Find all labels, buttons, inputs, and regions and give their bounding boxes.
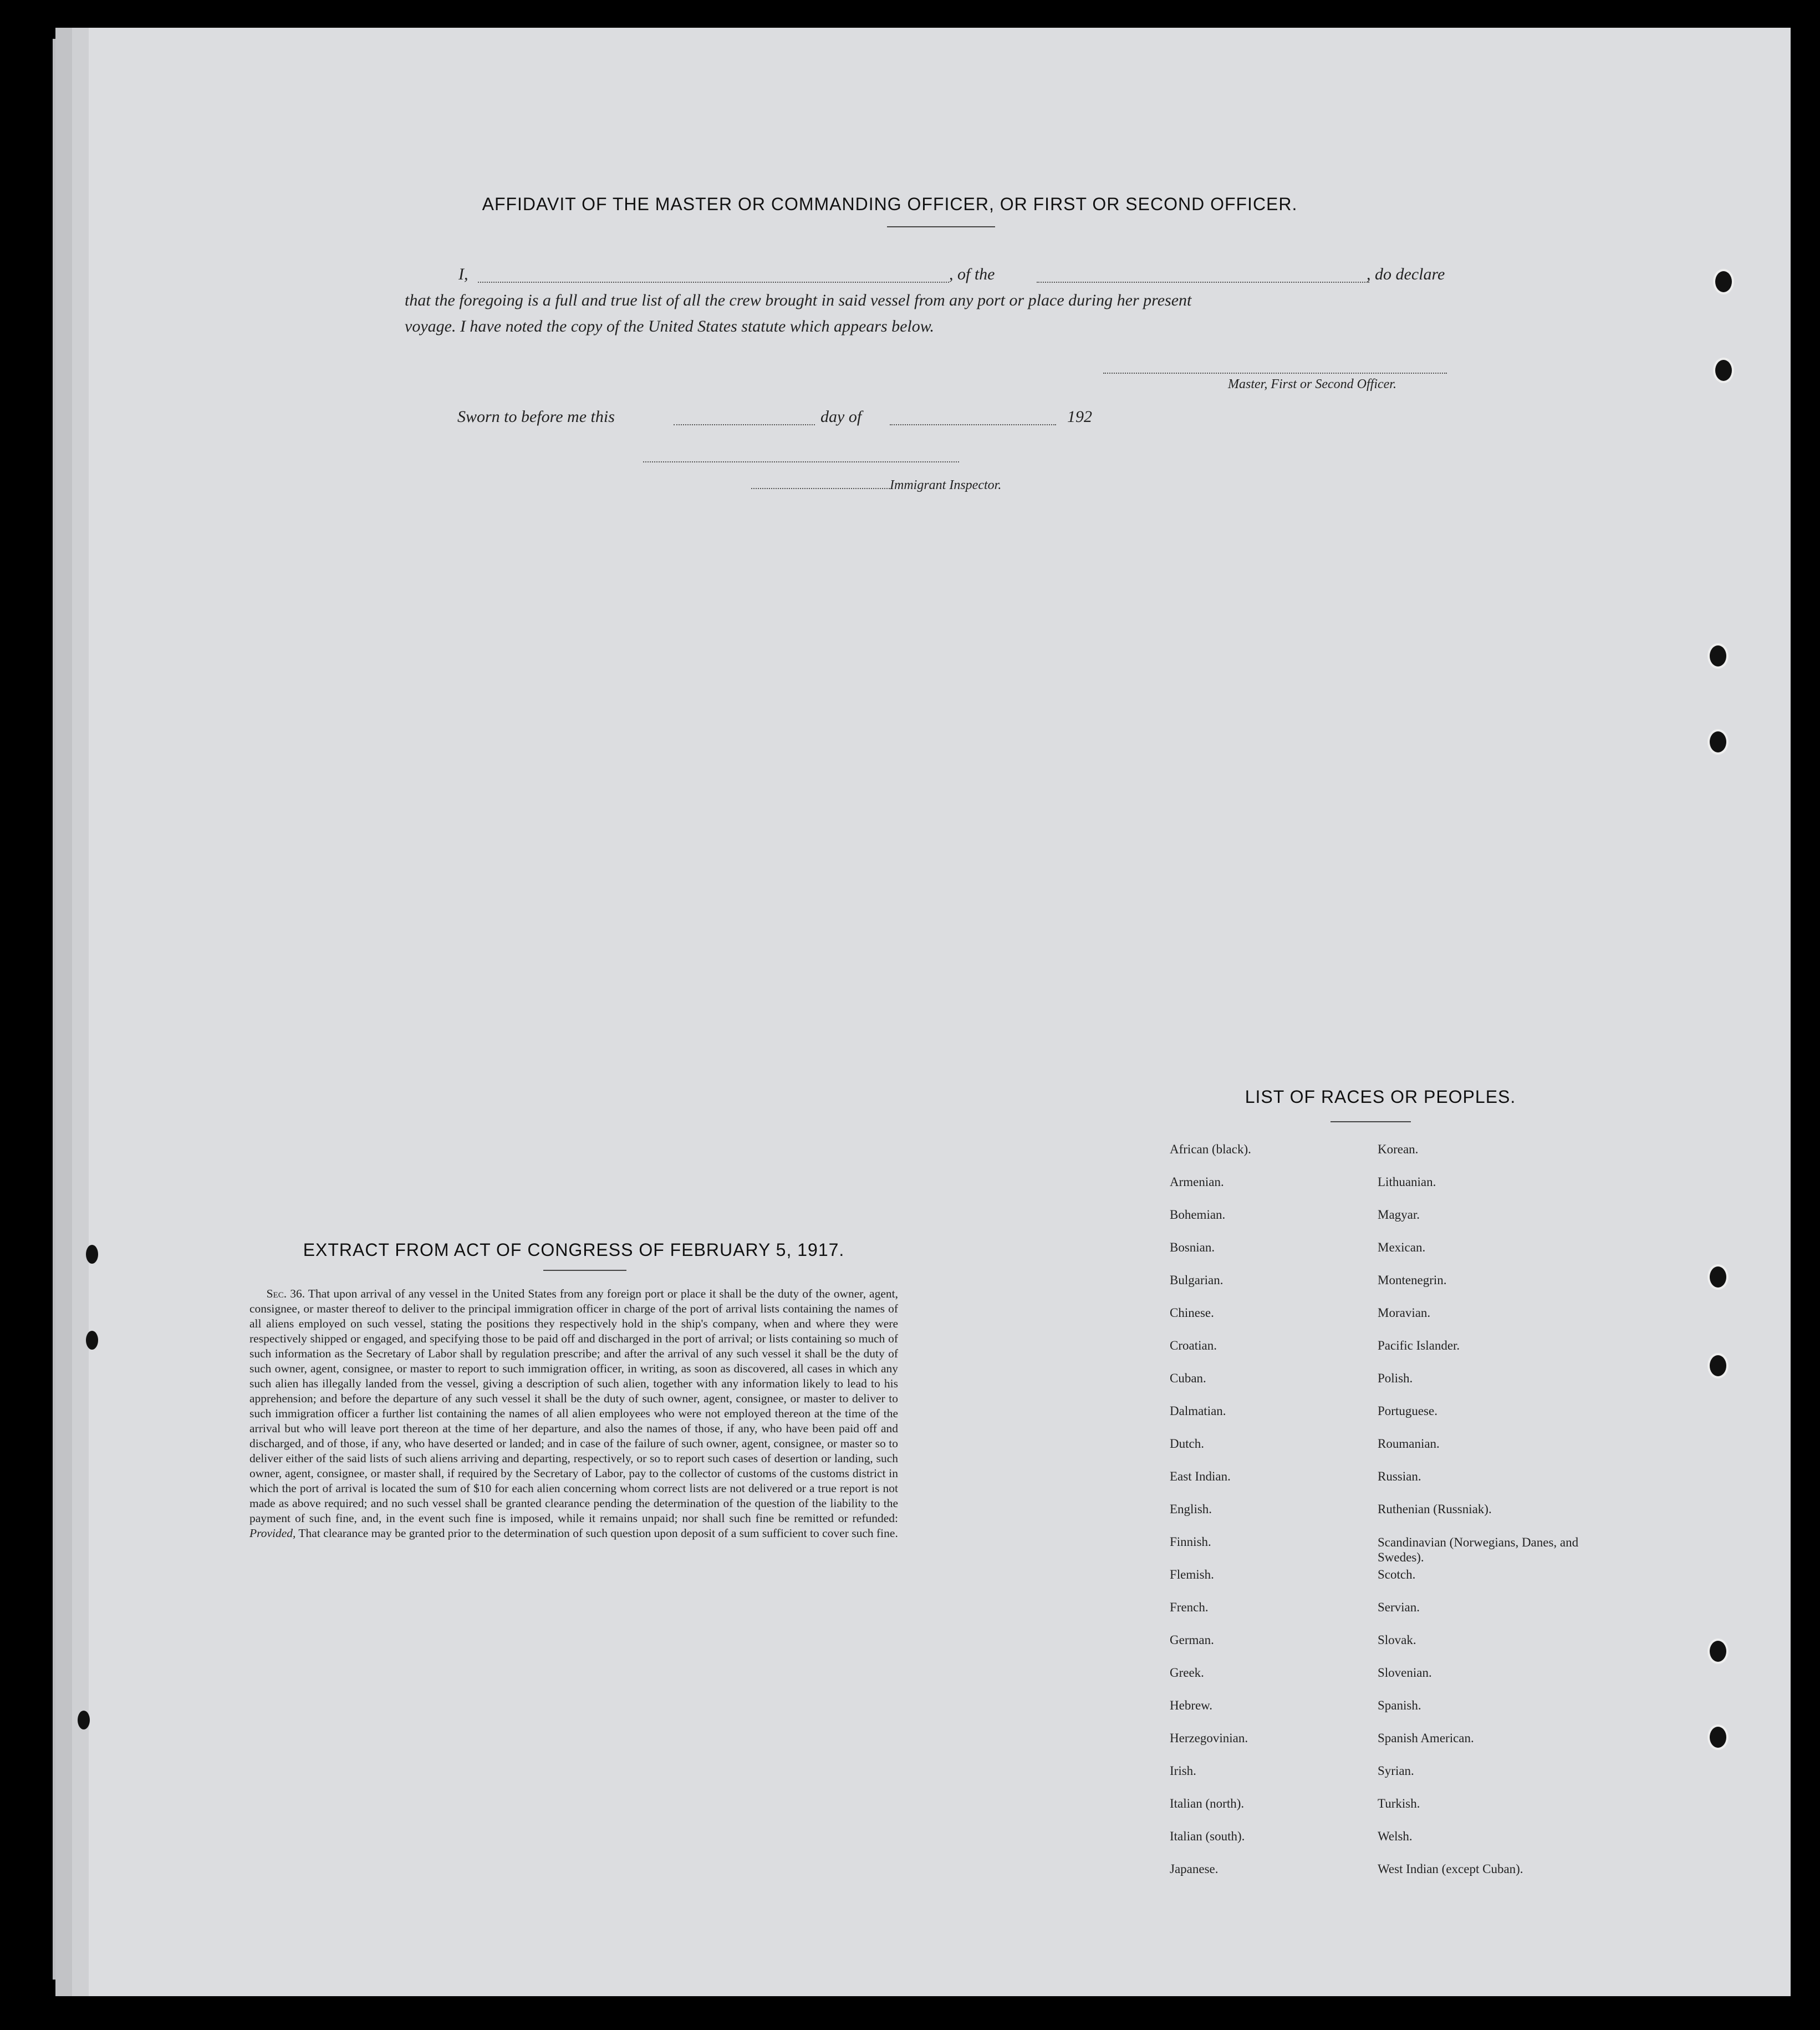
extract-title-rule <box>543 1270 626 1271</box>
year-label: 192 <box>1067 408 1092 426</box>
race-item: Spanish American. <box>1378 1731 1474 1745</box>
binder-hole <box>1707 1724 1729 1750</box>
sworn-label: Sworn to before me this <box>457 408 615 426</box>
vessel-line[interactable] <box>1037 282 1369 283</box>
binder-hole <box>1707 643 1729 669</box>
race-item: Japanese. <box>1170 1862 1219 1876</box>
race-item: Spanish. <box>1378 1698 1421 1712</box>
race-item: Slovak. <box>1378 1633 1416 1647</box>
race-item: Italian (north). <box>1170 1797 1245 1810</box>
extract-provided: Provided, <box>249 1527 296 1540</box>
binder-hole <box>1707 1264 1729 1290</box>
binder-hole <box>1707 1639 1729 1664</box>
extract-body <box>249 1286 898 1541</box>
race-item: Portuguese. <box>1378 1404 1437 1418</box>
race-item: Bulgarian. <box>1170 1273 1223 1287</box>
race-item: Russian. <box>1378 1469 1421 1483</box>
binder-hole <box>86 1245 98 1264</box>
binder-hole <box>86 1331 98 1350</box>
inspector-caption: Immigrant Inspector. <box>890 478 1002 492</box>
race-item: Montenegrin. <box>1378 1273 1447 1287</box>
race-item: Korean. <box>1378 1142 1419 1156</box>
binder-hole <box>1707 729 1729 755</box>
race-item: Servian. <box>1378 1600 1420 1614</box>
race-item: Armenian. <box>1170 1175 1224 1189</box>
title-rule <box>887 226 995 227</box>
race-item: Mexican. <box>1378 1240 1426 1254</box>
name-line[interactable] <box>478 282 949 283</box>
month-line[interactable] <box>890 424 1056 425</box>
race-item: Herzegovinian. <box>1170 1731 1248 1745</box>
race-item: English. <box>1170 1502 1212 1516</box>
binder-hole <box>78 1711 90 1729</box>
race-item: Italian (south). <box>1170 1829 1245 1843</box>
race-item: Bosnian. <box>1170 1240 1215 1254</box>
binder-hole <box>1713 358 1734 383</box>
race-item: Lithuanian. <box>1378 1175 1436 1189</box>
race-item: Roumanian. <box>1378 1437 1440 1451</box>
race-item: Syrian. <box>1378 1764 1414 1778</box>
affidavit-i-label: I, <box>458 265 468 283</box>
race-item: Dalmatian. <box>1170 1404 1226 1418</box>
race-item: Cuban. <box>1170 1371 1206 1385</box>
races-title: LIST OF RACES OR PEOPLES. <box>1245 1087 1516 1107</box>
race-item: Flemish. <box>1170 1568 1214 1581</box>
affidavit-line-2: that the foregoing is a full and true list of all the crew brought in said vessel from any port or place during her present <box>405 291 1192 309</box>
inspector-line-top[interactable] <box>643 461 959 462</box>
race-item: Slovenian. <box>1378 1666 1432 1680</box>
race-item: Pacific Islander. <box>1378 1339 1460 1352</box>
affidavit-do-declare: , do declare <box>1367 265 1445 283</box>
extract-section: Sec. 36. <box>266 1287 305 1300</box>
signature-caption: Master, First or Second Officer. <box>1228 377 1396 391</box>
race-item: Turkish. <box>1378 1797 1420 1810</box>
affidavit-line-3: voyage. I have noted the copy of the United States statute which appears below. <box>405 317 935 335</box>
binder-hole <box>1707 1353 1729 1378</box>
affidavit-of-the: , of the <box>949 265 995 283</box>
race-item: Moravian. <box>1378 1306 1431 1320</box>
binder-hole <box>1713 269 1734 294</box>
race-item: Ruthenian (Russniak). <box>1378 1502 1492 1516</box>
day-of-label: day of <box>820 408 862 426</box>
race-item: West Indian (except Cuban). <box>1378 1862 1523 1876</box>
race-item: Bohemian. <box>1170 1208 1226 1222</box>
race-item: Scotch. <box>1378 1568 1416 1581</box>
affidavit-title: AFFIDAVIT OF THE MASTER OR COMMANDING OFFICER, OR FIRST OR SECOND OFFICER. <box>482 194 1298 214</box>
extract-tail: That clearance may be granted prior to the determination of such question upon deposit of a sum sufficient to cover such fine. <box>298 1527 898 1540</box>
page-edge <box>53 39 75 1980</box>
signature-line[interactable] <box>1103 373 1447 374</box>
race-item: Chinese. <box>1170 1306 1214 1320</box>
race-item: Croatian. <box>1170 1339 1217 1352</box>
race-item: Finnish. <box>1170 1535 1211 1549</box>
race-item: Magyar. <box>1378 1208 1420 1222</box>
races-list <box>1170 1142 1591 1895</box>
race-item: Hebrew. <box>1170 1698 1213 1712</box>
race-item: Scandinavian (Norwegians, Danes, and Swedes). <box>1378 1535 1579 1564</box>
race-item: French. <box>1170 1600 1209 1614</box>
race-item: Welsh. <box>1378 1829 1413 1843</box>
race-item: German. <box>1170 1633 1214 1647</box>
inspector-line[interactable] <box>751 488 890 489</box>
race-item: Irish. <box>1170 1764 1196 1778</box>
race-item: Dutch. <box>1170 1437 1204 1451</box>
race-item: Greek. <box>1170 1666 1204 1680</box>
race-item: African (black). <box>1170 1142 1251 1156</box>
races-title-rule <box>1330 1121 1411 1122</box>
race-item: Polish. <box>1378 1371 1413 1385</box>
extract-text: That upon arrival of any vessel in the United States from any foreign port or place it shall be the duty of the owner, agent, consignee, or master thereof to deliver to the principal immigration officer in charge of the port of arrival lists containing the names of all aliens employed on such vessel, stating the positions they respectively hold in the ship's company, when and where they were respectively shipped or engaged, and specifying those to be paid off and discharged in the port of arrival; or lists containing so much of such information as the Secretary of Labor shall by regulation prescribe; and after the arrival of any such vessel it shall be the duty of such owner, agent, consignee, or master to report to such immigration officer, in writing, as soon as discovered, all cases in which any such alien has illegally landed from the vessel, giving a description of such alien, together with any information likely to lead to his apprehension; and before the departure of any such vessel it shall be the duty of such owner, agent, consignee, or master to deliver to such immigration officer a further list containing the names of all alien employees who were not employed thereon at the time of the arrival but who will leave port thereon at the time of her departure, and also the names of those, if any, who have been paid off and discharged, and of those, if any, who have deserted or landed; and in case of the failure of such owner, agent, consignee, or master so to deliver either of the said lists of such aliens arriving and departing, respectively, or so to report such cases of desertion or landing, such owner, agent, consignee, or master shall, if required by the Secretary of Labor, pay to the collector of customs of the customs district in which the port of arrival is located the sum of $10 for each alien concerning whom correct lists are not delivered or a true report is not made as above required; and no such vessel shall be granted clearance pending the determination of the question of the liability to the payment of such fine, and, in the event such fine is imposed, while it remains unpaid; nor shall such fine be remitted or refunded: <box>249 1287 898 1525</box>
day-line[interactable] <box>674 424 815 425</box>
race-item: East Indian. <box>1170 1469 1231 1483</box>
extract-title: EXTRACT FROM ACT OF CONGRESS OF FEBRUARY 5, 1917. <box>303 1240 845 1260</box>
